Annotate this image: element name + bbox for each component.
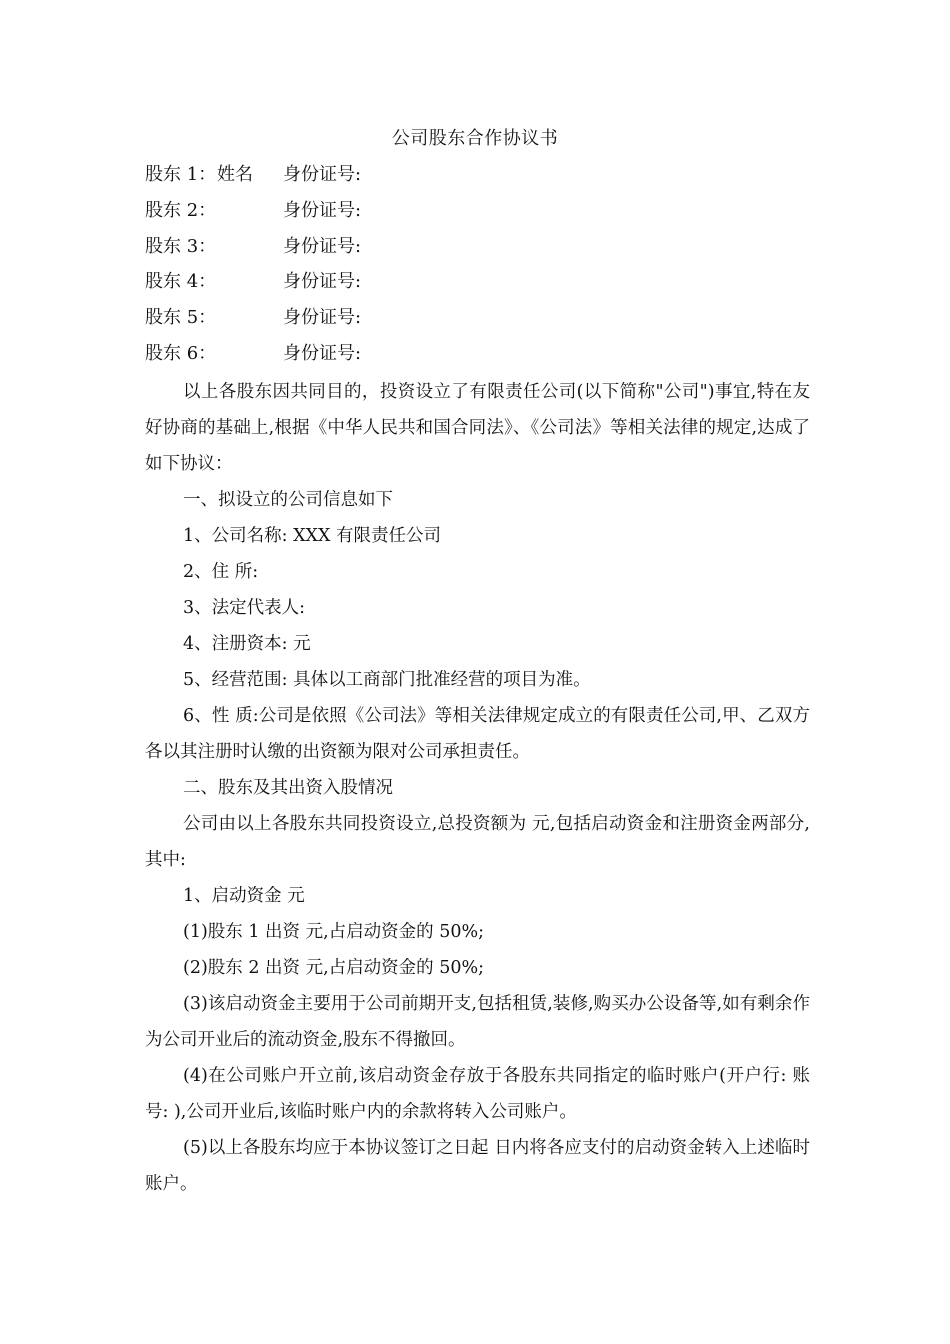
shareholder-id-label: 身份证号: xyxy=(283,200,362,221)
transfer-deadline-item: (5)以上各股东均应于本协议签订之日起 日内将各应支付的启动资金转入上述临时账户。 xyxy=(145,1138,810,1194)
registered-capital-item: 4、注册资本: 元 xyxy=(183,634,311,654)
shareholder-name: 姓名 xyxy=(217,164,253,185)
shareholder-id-label: 身份证号: xyxy=(283,307,362,328)
contribution-item: (2)股东 2 出资 元,占启动资金的 50%; xyxy=(183,958,485,978)
legal-representative-item: 3、法定代表人: xyxy=(183,598,306,618)
shareholder-label: 股东 3： xyxy=(145,236,217,257)
shareholder-id-label: 身份证号: xyxy=(283,343,362,364)
shareholder-label: 股东 2： xyxy=(145,200,217,221)
shareholder-id-label: 身份证号: xyxy=(283,164,362,185)
company-name-item: 1、公司名称: XXX 有限责任公司 xyxy=(183,526,442,546)
startup-fund-item: 1、启动资金 元 xyxy=(183,886,305,906)
document-title: 公司股东合作协议书 xyxy=(391,128,559,149)
business-scope-item: 5、经营范围: 具体以工商部门批准经营的项目为准。 xyxy=(183,670,591,690)
shareholder-id-label: 身份证号: xyxy=(283,271,362,292)
contribution-item: (1)股东 1 出资 元,占启动资金的 50%; xyxy=(183,922,485,942)
shareholder-label: 股东 4： xyxy=(145,271,217,292)
section-heading: 一、拟设立的公司信息如下 xyxy=(183,490,393,510)
shareholder-label: 股东 1： xyxy=(145,164,217,185)
company-nature-item: 6、性 质:公司是依照《公司法》等相关法律规定成立的有限责任公司,甲、乙双方各以其注册时认缴的出资额为限对公司承担责任。 xyxy=(145,706,810,762)
shareholder-row xyxy=(145,199,805,223)
shareholder-label: 股东 6： xyxy=(145,343,217,364)
shareholder-row xyxy=(145,342,805,366)
shareholder-row xyxy=(145,306,805,330)
agreement-body xyxy=(145,374,810,1202)
intro-paragraph: 以上各股东因共同目的，投资设立了有限责任公司(以下简称"公司")事宜,特在友好协商的基础上,根据《中华人民共和国合同法》、《公司法》等相关法律的规定,达成了如下协议： xyxy=(145,382,810,474)
shareholder-row xyxy=(145,235,805,259)
shareholder-id-label: 身份证号: xyxy=(283,236,362,257)
address-item: 2、住 所: xyxy=(183,562,259,582)
section-heading: 二、股东及其出资入股情况 xyxy=(183,778,393,798)
shareholder-row xyxy=(145,163,805,187)
investment-paragraph: 公司由以上各股东共同投资设立,总投资额为 元,包括启动资金和注册资金两部分,其中: xyxy=(145,814,810,870)
shareholder-row xyxy=(145,270,805,294)
temporary-account-item: (4)在公司账户开立前,该启动资金存放于各股东共同指定的临时账户(开户行: 账号: ),公司开业后,该临时账户内的余款将转入公司账户。 xyxy=(145,1066,810,1122)
shareholder-label: 股东 5： xyxy=(145,307,217,328)
fund-usage-item: (3)该启动资金主要用于公司前期开支,包括租赁,装修,购买办公设备等,如有剩余作为公司开业后的流动资金,股东不得撤回。 xyxy=(145,994,810,1050)
